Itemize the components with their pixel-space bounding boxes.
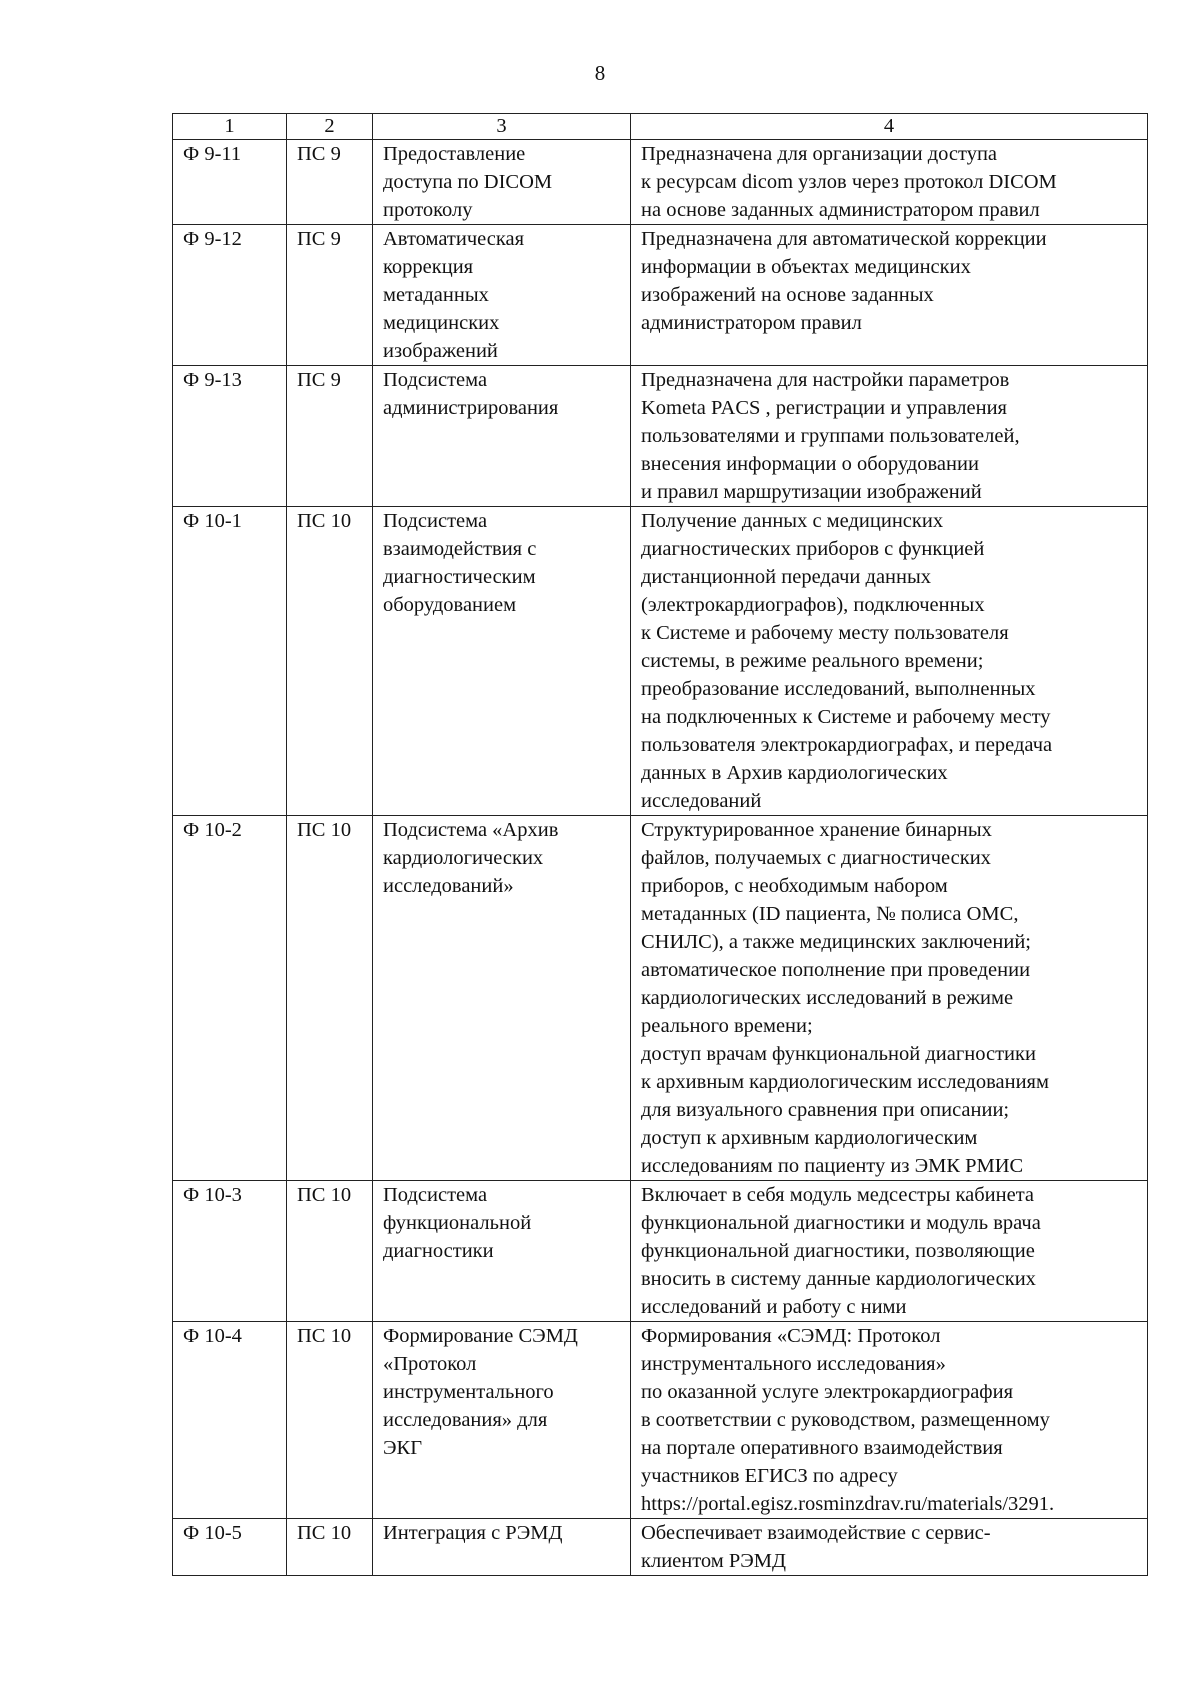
function-code-cell: Ф 10-4: [173, 1322, 287, 1519]
function-name-cell: Подсистема «Архив кардиологических исследований»: [373, 816, 631, 1181]
function-code-cell: Ф 9-13: [173, 366, 287, 507]
function-code-cell: Ф 10-2: [173, 816, 287, 1181]
function-name-cell: Интеграция с РЭМД: [373, 1519, 631, 1576]
function-code-cell: Ф 9-12: [173, 225, 287, 366]
subsystem-cell: ПС 9: [287, 366, 373, 507]
function-description-cell: Обеспечивает взаимодействие с сервис- клиентом РЭМД: [631, 1519, 1148, 1576]
table-row: [173, 1519, 1148, 1576]
table-row: [173, 816, 1148, 1181]
function-description-cell: Структурированное хранение бинарных файлов, получаемых с диагностических приборов, с необходимым набором метаданных (ID пациента, № полиса ОМС, СНИЛС), а также медицинских заключений; автоматическое пополнение при проведении кардиологических исследований в режиме реального времени; доступ врачам функциональной диагностики к архивным кардиологическим исследованиям для визуального сравнения при описании; доступ к архивным кардиологическим исследованиям по пациенту из ЭМК РМИС: [631, 816, 1148, 1181]
page-number: 8: [594, 61, 606, 85]
function-description-cell: Предназначена для организации доступа к ресурсам dicom узлов через протокол DICOM на основе заданных администратором правил: [631, 140, 1148, 225]
subsystem-cell: ПС 10: [287, 507, 373, 816]
function-description-cell: Предназначена для настройки параметров Kometa PACS , регистрации и управления пользователями и группами пользователей, внесения информации о оборудовании и правил маршрутизации изображений: [631, 366, 1148, 507]
function-name-cell: Формирование СЭМД «Протокол инструментального исследования» для ЭКГ: [373, 1322, 631, 1519]
function-description-cell: Предназначена для автоматической коррекции информации в объектах медицинских изображений на основе заданных администратором правил: [631, 225, 1148, 366]
subsystem-cell: ПС 10: [287, 1181, 373, 1322]
subsystem-cell: ПС 9: [287, 140, 373, 225]
table-row: [173, 507, 1148, 816]
function-name-cell: Подсистема функциональной диагностики: [373, 1181, 631, 1322]
function-description-cell: Включает в себя модуль медсестры кабинета функциональной диагностики и модуль врача функциональной диагностики, позволяющие вносить в систему данные кардиологических исследований и работу с ними: [631, 1181, 1148, 1322]
table-row: [173, 140, 1148, 225]
functions-table: [172, 113, 1148, 1576]
function-code-cell: Ф 10-3: [173, 1181, 287, 1322]
table-header-row: [173, 114, 1148, 140]
subsystem-cell: ПС 10: [287, 1322, 373, 1519]
function-description-cell: Получение данных с медицинских диагностических приборов с функцией дистанционной передачи данных (электрокардиографов), подключенных к Системе и рабочему месту пользователя системы, в режиме реального времени; преобразование исследований, выполненных на подключенных к Системе и рабочему месту пользователя электрокардиографах, и передача данных в Архив кардиологических исследований: [631, 507, 1148, 816]
function-name-cell: Предоставление доступа по DICOM протоколу: [373, 140, 631, 225]
subsystem-cell: ПС 10: [287, 816, 373, 1181]
table-row: [173, 1322, 1148, 1519]
header-cell-4: 4: [631, 114, 1148, 140]
function-name-cell: Подсистема администрирования: [373, 366, 631, 507]
function-code-cell: Ф 10-1: [173, 507, 287, 816]
subsystem-cell: ПС 9: [287, 225, 373, 366]
subsystem-cell: ПС 10: [287, 1519, 373, 1576]
header-cell-3: 3: [373, 114, 631, 140]
header-cell-1: 1: [173, 114, 287, 140]
function-description-cell: Формирования «СЭМД: Протокол инструментального исследования» по оказанной услуге электрокардиография в соответствии с руководством, размещенному на портале оперативного взаимодействия участников ЕГИСЗ по адресу https://portal.egisz.rosminzdrav.ru/materials/3291.: [631, 1322, 1148, 1519]
table-row: [173, 1181, 1148, 1322]
function-code-cell: Ф 10-5: [173, 1519, 287, 1576]
function-name-cell: Автоматическая коррекция метаданных медицинских изображений: [373, 225, 631, 366]
table-row: [173, 366, 1148, 507]
function-code-cell: Ф 9-11: [173, 140, 287, 225]
header-cell-2: 2: [287, 114, 373, 140]
table-row: [173, 225, 1148, 366]
function-name-cell: Подсистема взаимодействия с диагностическим оборудованием: [373, 507, 631, 816]
